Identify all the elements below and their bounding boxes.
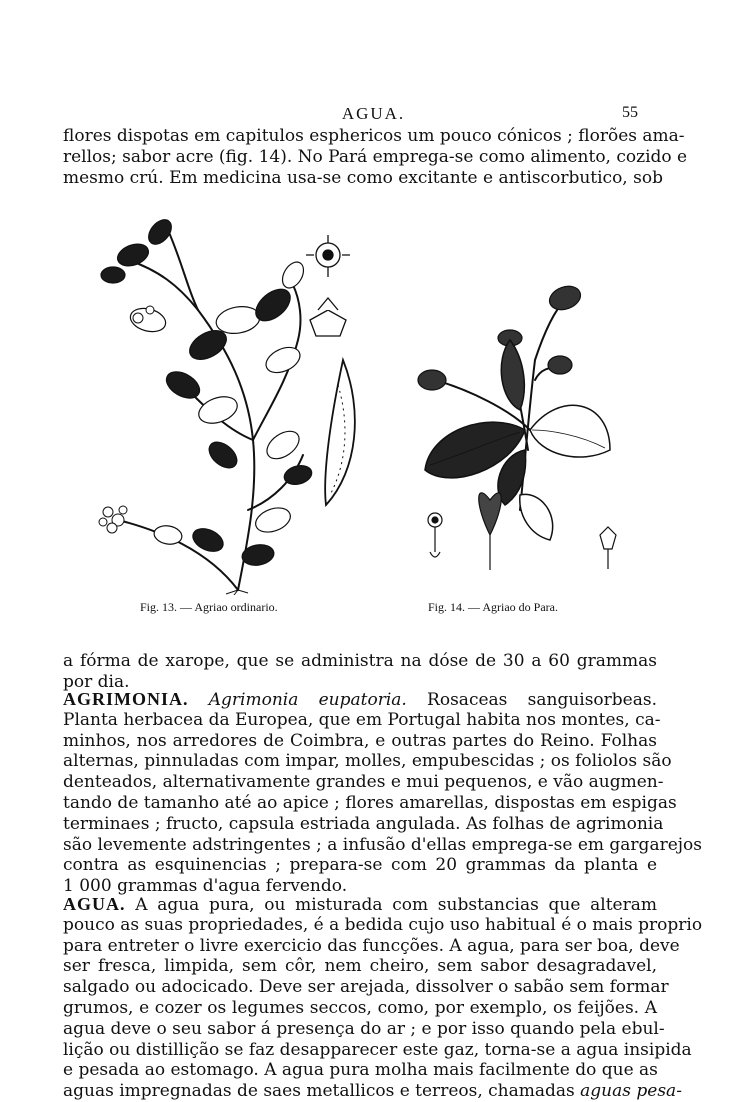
text-line: alternas, pinnuladas com impar, molles, empubescidas ; os foliolos são xyxy=(63,751,672,772)
figure-13-caption xyxy=(140,600,278,615)
text-line: a fórma de xarope, que se administra na dóse de 30 a 60 grammas xyxy=(63,651,657,671)
text-line: lição ou distillição se faz desapparecer este gaz, torna-se a agua insipida xyxy=(63,1039,692,1060)
figure-14-caption xyxy=(428,600,558,615)
page-number: 55 xyxy=(622,104,638,121)
figure-14-text: — Agriao do Para. xyxy=(468,600,558,614)
text-line: flores dispotas em capitulos esphericos um pouco cónicos ; florões ama- xyxy=(63,126,685,146)
text-line: 1 000 grammas d'agua fervendo. xyxy=(63,876,348,897)
text-line: e pesada ao estomago. A agua pura molha mais facilmente do que as xyxy=(63,1060,658,1081)
figure-13-text: — Agriao ordinario. xyxy=(180,600,278,614)
intro-paragraph xyxy=(63,126,688,188)
text-line: terminaes ; fructo, capsula estriada angulada. As folhas de agrimonia xyxy=(63,813,664,834)
entry-first-line xyxy=(63,689,657,710)
text-line: ser fresca, limpida, sem côr, nem cheiro, sem sabor desagradavel, xyxy=(63,956,657,977)
text-line: salgado ou adocicado. Deve ser arejada, dissolver o sabão sem formar xyxy=(63,977,669,998)
text-line: agua deve o seu sabor á presença do ar ; e por isso quando pela ebul- xyxy=(63,1018,665,1039)
figure-13-label: Fig. 13. xyxy=(140,600,178,614)
text-line: Planta herbacea da Europea, que em Portugal habita nos montes, ca- xyxy=(63,709,661,730)
text-line: contra as esquinencias ; prepara-se com 20 grammas da planta e xyxy=(63,855,657,876)
watercress-drawing xyxy=(88,210,368,595)
text-line: tando de tamanho até ao apice ; flores amarellas, dispostas em espigas xyxy=(63,792,677,813)
final-line-start: aguas impregnadas de saes metallicos e terreos, chamadas xyxy=(63,1081,575,1102)
figure-14-label: Fig. 14. xyxy=(428,600,466,614)
running-header-title: AGUA. xyxy=(341,104,406,123)
text-line: pouco as suas propriedades, é a bedida cujo uso habitual é o mais proprio xyxy=(63,914,703,935)
text-line: rellos; sabor acre (fig. 14). No Pará emprega-se como alimento, cozido e xyxy=(63,146,688,167)
text-line: denteados, alternativamente grandes e mui pequenos, e vão augmen- xyxy=(63,772,664,793)
text-line: grumos, e cozer os legumes seccos, como, por exemplo, os feijões. A xyxy=(63,997,657,1018)
continuation-paragraph xyxy=(63,651,657,693)
agua-entry xyxy=(63,894,703,1102)
text-line: por dia. xyxy=(63,671,130,692)
final-line-italic: aguas pesa- xyxy=(580,1081,682,1102)
agrimonia-heading: AGRIMONIA. xyxy=(63,689,189,709)
figure-13-watercress-illustration xyxy=(88,210,368,595)
agrimonia-latin-name: Agrimonia eupatoria. xyxy=(208,690,407,710)
agua-heading: AGUA. xyxy=(63,894,126,914)
agrimonia-entry xyxy=(63,689,702,897)
entry-first-line xyxy=(63,894,657,915)
text-line: mesmo crú. Em medicina usa-se como excitante e antiscorbutico, sob xyxy=(63,167,663,188)
text-line: para entreter o livre exercicio das funcções. A agua, para ser boa, deve xyxy=(63,935,680,956)
text-line: são levemente adstringentes ; a infusão d'ellas emprega-se em gargarejos xyxy=(63,834,702,855)
para-cress-drawing xyxy=(410,280,630,595)
text-line: minhos, nos arredores de Coimbra, e outras partes do Reino. Folhas xyxy=(63,730,657,751)
agua-first-line-text: A agua pura, ou misturada com substancias que alteram xyxy=(135,895,657,915)
agrimonia-family: Rosaceas sanguisorbeas. xyxy=(427,690,657,710)
figure-14-para-cress-illustration xyxy=(410,280,630,595)
